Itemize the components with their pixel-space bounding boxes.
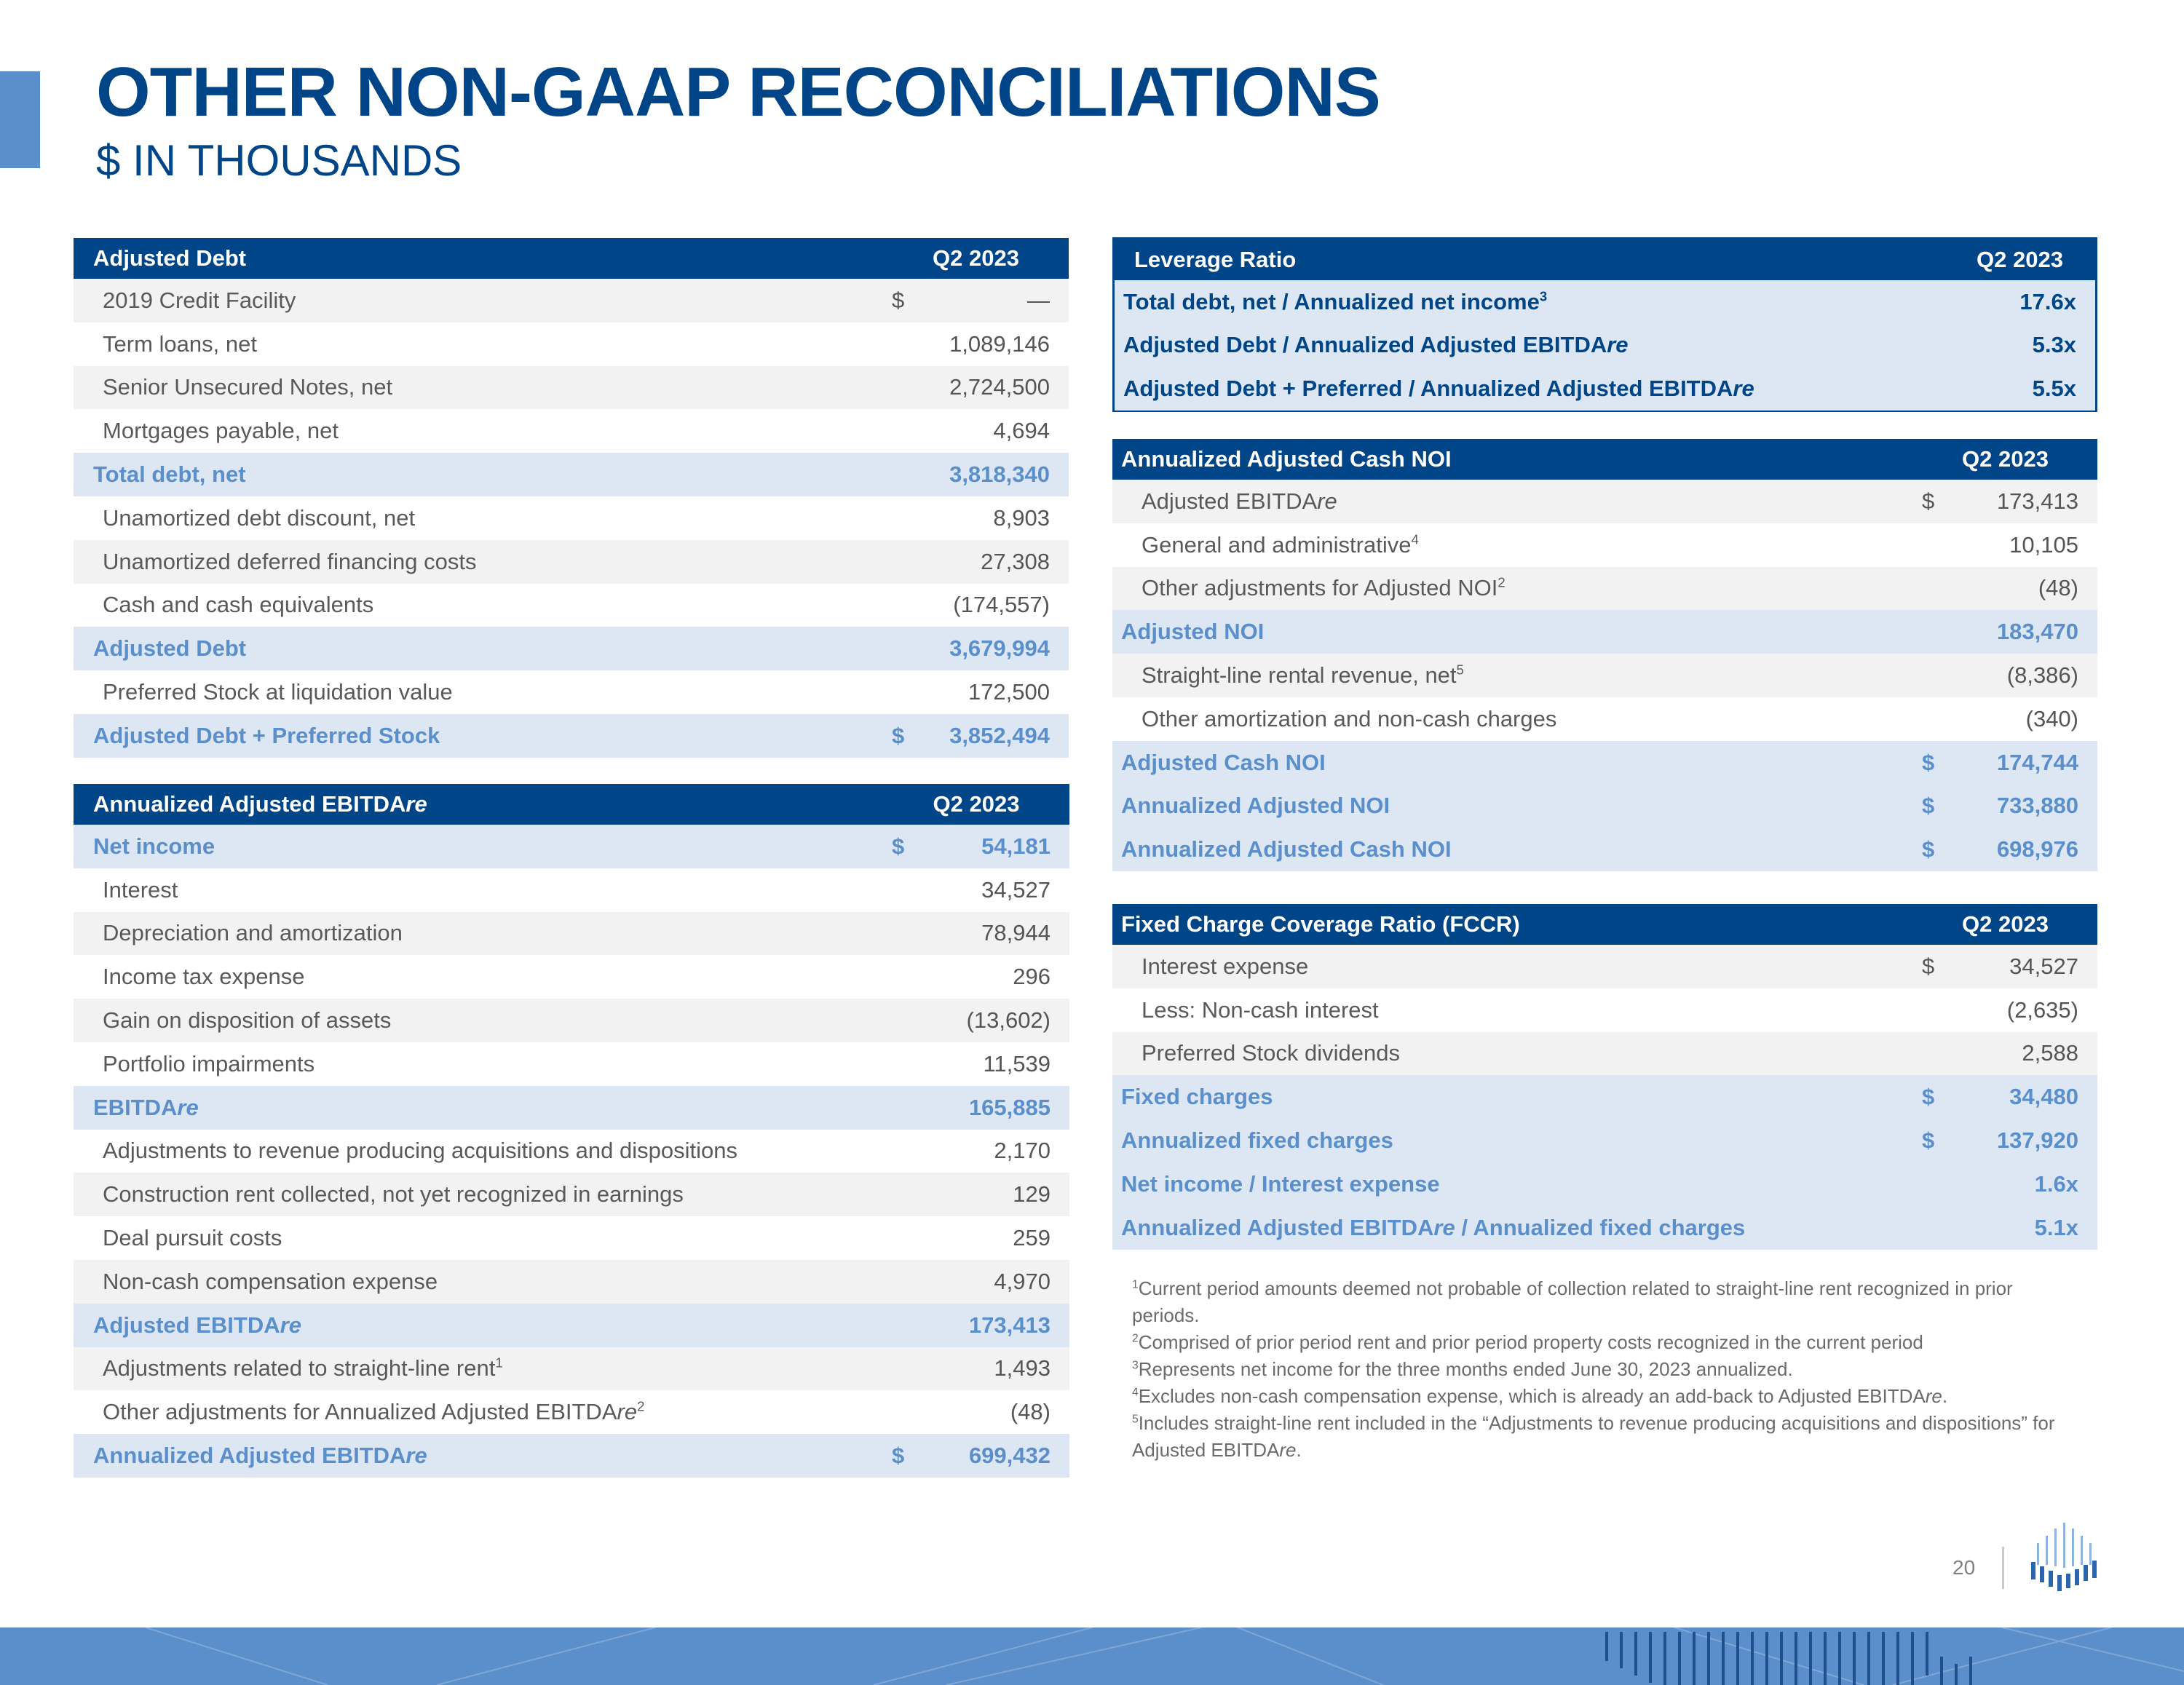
footnote-number: 3 bbox=[1132, 1359, 1139, 1372]
table-heading: Annualized Adjusted Cash NOI bbox=[1112, 439, 1913, 480]
total-row bbox=[1112, 828, 2097, 871]
footnote-text: Excludes non-cash compensation expense, which is already an add-back to Adjusted EBITDA bbox=[1138, 1385, 1926, 1407]
cash-noi-table bbox=[1112, 439, 2097, 871]
row-label bbox=[1115, 324, 1944, 368]
row-label: Adjusted Debt + Preferred Stock bbox=[74, 714, 883, 758]
row-value: (8,386) bbox=[1950, 654, 2097, 697]
currency-symbol bbox=[883, 1086, 916, 1130]
row-value: 3,852,494 bbox=[916, 714, 1069, 758]
total-row bbox=[1112, 785, 2097, 828]
currency-symbol bbox=[883, 1304, 916, 1347]
row-label: Other amortization and non-cash charges bbox=[1112, 697, 1913, 741]
row-label: Unamortized deferred financing costs bbox=[74, 540, 883, 584]
currency-symbol bbox=[1913, 988, 1950, 1032]
label-text: Annualized Adjusted EBITDA bbox=[93, 1443, 406, 1469]
row-label bbox=[74, 1434, 883, 1478]
row-value: 17.6x bbox=[1944, 280, 2095, 324]
company-logo-icon bbox=[2030, 1521, 2111, 1594]
total-row bbox=[74, 453, 1069, 496]
label-text: Total debt, net / Annualized net income bbox=[1123, 288, 1540, 314]
row-label bbox=[1112, 1206, 1913, 1250]
footer-band bbox=[0, 1627, 2184, 1685]
table-row bbox=[74, 366, 1069, 410]
currency-symbol: $ bbox=[1913, 1119, 1950, 1162]
footer-pattern-icon bbox=[0, 1627, 2184, 1685]
table-row bbox=[1112, 480, 2097, 523]
currency-symbol bbox=[883, 1216, 916, 1260]
currency-symbol: $ bbox=[883, 279, 916, 322]
currency-symbol: $ bbox=[1913, 785, 1950, 828]
period-heading: Q2 2023 bbox=[1944, 239, 2095, 280]
footnote bbox=[1132, 1329, 2078, 1356]
heading-italic-suffix: re bbox=[405, 791, 427, 817]
row-value: 8,903 bbox=[916, 496, 1069, 540]
label-text: Adjusted EBITDA bbox=[1142, 488, 1318, 514]
label-text: Adjusted EBITDA bbox=[93, 1312, 280, 1338]
footnote-italic: re bbox=[1279, 1439, 1297, 1461]
row-label bbox=[1112, 654, 1913, 697]
table-row bbox=[1112, 567, 2097, 611]
table-row bbox=[1112, 945, 2097, 988]
currency-symbol bbox=[1913, 1206, 1950, 1250]
total-row bbox=[74, 1304, 1069, 1347]
row-label bbox=[1115, 367, 1944, 411]
row-label bbox=[74, 1304, 883, 1347]
currency-symbol bbox=[883, 999, 916, 1042]
row-label: Adjusted Cash NOI bbox=[1112, 741, 1913, 785]
row-label: Less: Non-cash interest bbox=[1112, 988, 1913, 1032]
footnote-ref: 3 bbox=[1539, 288, 1548, 304]
row-value: 259 bbox=[916, 1216, 1069, 1260]
row-value: 129 bbox=[916, 1173, 1069, 1216]
row-label: Net income bbox=[74, 825, 883, 868]
row-value: (340) bbox=[1950, 697, 2097, 741]
table-row bbox=[74, 540, 1069, 584]
table-row bbox=[1112, 697, 2097, 741]
table-heading bbox=[74, 784, 883, 825]
label-italic-suffix: re bbox=[1733, 375, 1754, 401]
row-label bbox=[74, 1390, 883, 1434]
footnote-text: Includes straight-line rent included in the “Adjustments to revenue producing acquisitions and dispositions” for Adjusted EBITDA bbox=[1132, 1412, 2055, 1461]
total-row bbox=[74, 714, 1069, 758]
row-value: 4,970 bbox=[916, 1260, 1069, 1304]
table-header bbox=[1115, 239, 2095, 280]
row-label: Preferred Stock at liquidation value bbox=[74, 670, 883, 714]
row-label: Unamortized debt discount, net bbox=[74, 496, 883, 540]
table-row bbox=[74, 912, 1069, 956]
label-text: Straight-line rental revenue, net bbox=[1142, 662, 1457, 689]
row-value: 5.3x bbox=[1944, 324, 2095, 368]
footnote-number: 4 bbox=[1132, 1386, 1139, 1399]
footnote-text-after: . bbox=[1296, 1439, 1302, 1461]
fccr-table bbox=[1112, 904, 2097, 1250]
row-label: 2019 Credit Facility bbox=[74, 279, 883, 322]
row-value: 34,527 bbox=[916, 868, 1069, 912]
row-value: 733,880 bbox=[1950, 785, 2097, 828]
total-row bbox=[1112, 1075, 2097, 1119]
leverage-ratio-table bbox=[1115, 239, 2095, 411]
currency-symbol: $ bbox=[1913, 1075, 1950, 1119]
currency-symbol bbox=[883, 1260, 916, 1304]
row-label bbox=[74, 1086, 883, 1130]
row-label: Adjusted Debt bbox=[74, 627, 883, 670]
currency-symbol bbox=[883, 1347, 916, 1391]
table-header bbox=[74, 238, 1069, 279]
table-row bbox=[74, 1173, 1069, 1216]
label-text: Adjusted Debt / Annualized Adjusted EBITDA bbox=[1123, 332, 1607, 358]
row-value: 5.5x bbox=[1944, 367, 2095, 411]
row-value: 1,089,146 bbox=[916, 322, 1069, 366]
row-label: Senior Unsecured Notes, net bbox=[74, 366, 883, 410]
table-row bbox=[1115, 367, 2095, 411]
currency-symbol bbox=[1913, 697, 1950, 741]
table-row bbox=[74, 1347, 1069, 1391]
row-label: Preferred Stock dividends bbox=[1112, 1032, 1913, 1076]
currency-symbol bbox=[883, 1390, 916, 1434]
row-label: Annualized Adjusted Cash NOI bbox=[1112, 828, 1913, 871]
row-value: 3,679,994 bbox=[916, 627, 1069, 670]
row-value: 296 bbox=[916, 955, 1069, 999]
row-value: 11,539 bbox=[916, 1042, 1069, 1086]
currency-symbol bbox=[883, 322, 916, 366]
page-title: OTHER NON-GAAP RECONCILIATIONS bbox=[96, 53, 1380, 131]
row-value: (174,557) bbox=[916, 584, 1069, 627]
table-row bbox=[74, 999, 1069, 1042]
currency-symbol bbox=[883, 540, 916, 584]
row-label: Construction rent collected, not yet recognized in earnings bbox=[74, 1173, 883, 1216]
row-value: 165,885 bbox=[916, 1086, 1069, 1130]
currency-symbol bbox=[1913, 523, 1950, 567]
adjusted-debt-table bbox=[74, 238, 1069, 758]
table-row bbox=[74, 955, 1069, 999]
row-label: Net income / Interest expense bbox=[1112, 1162, 1913, 1206]
row-value: 27,308 bbox=[916, 540, 1069, 584]
page-subtitle: $ IN THOUSANDS bbox=[96, 136, 462, 185]
total-row bbox=[74, 1434, 1069, 1478]
table-row bbox=[1115, 280, 2095, 324]
table-row bbox=[74, 496, 1069, 540]
row-label: Income tax expense bbox=[74, 955, 883, 999]
title-accent-bar bbox=[0, 71, 40, 168]
currency-symbol bbox=[883, 912, 916, 956]
row-value: 2,588 bbox=[1950, 1032, 2097, 1076]
label-text: Annualized Adjusted EBITDA bbox=[1121, 1214, 1434, 1240]
currency-symbol bbox=[883, 1042, 916, 1086]
table-header bbox=[1112, 439, 2097, 480]
total-row bbox=[1112, 741, 2097, 785]
row-label: Interest bbox=[74, 868, 883, 912]
footnote bbox=[1132, 1383, 2078, 1410]
footnote-ref: 2 bbox=[1497, 575, 1506, 591]
footnote-italic: re bbox=[1925, 1385, 1942, 1407]
currency-symbol bbox=[883, 868, 916, 912]
row-value: 10,105 bbox=[1950, 523, 2097, 567]
row-value: 3,818,340 bbox=[916, 453, 1069, 496]
row-label: Interest expense bbox=[1112, 945, 1913, 988]
period-heading: Q2 2023 bbox=[1913, 904, 2097, 945]
currency-symbol bbox=[883, 366, 916, 410]
footnote-ref: 4 bbox=[1411, 531, 1419, 547]
row-label bbox=[1115, 280, 1944, 324]
footnote-ref: 5 bbox=[1456, 662, 1464, 678]
label-italic-suffix: re bbox=[617, 1399, 638, 1425]
row-value: 4,694 bbox=[916, 409, 1069, 453]
table-row bbox=[1112, 1032, 2097, 1076]
label-italic-suffix: re bbox=[405, 1443, 427, 1469]
total-row bbox=[1112, 1119, 2097, 1162]
period-heading: Q2 2023 bbox=[883, 784, 1069, 825]
currency-symbol bbox=[883, 453, 916, 496]
row-value: 2,170 bbox=[916, 1130, 1069, 1173]
row-label bbox=[1112, 523, 1913, 567]
period-heading: Q2 2023 bbox=[883, 238, 1069, 279]
row-label bbox=[1112, 567, 1913, 611]
row-value: 174,744 bbox=[1950, 741, 2097, 785]
row-label: Portfolio impairments bbox=[74, 1042, 883, 1086]
currency-symbol: $ bbox=[883, 825, 916, 868]
currency-symbol: $ bbox=[1913, 945, 1950, 988]
row-label: Mortgages payable, net bbox=[74, 409, 883, 453]
page-number-divider bbox=[2002, 1547, 2004, 1589]
currency-symbol bbox=[1913, 567, 1950, 611]
table-row bbox=[74, 584, 1069, 627]
currency-symbol: $ bbox=[1913, 741, 1950, 785]
label-text: Adjusted Debt + Preferred / Annualized Adjusted EBITDA bbox=[1123, 375, 1733, 401]
label-text: Adjustments related to straight-line rent bbox=[103, 1355, 496, 1381]
row-value: 34,527 bbox=[1950, 945, 2097, 988]
currency-symbol bbox=[883, 955, 916, 999]
table-row bbox=[1112, 523, 2097, 567]
table-row bbox=[74, 409, 1069, 453]
label-italic-suffix: re bbox=[1317, 488, 1337, 514]
currency-symbol bbox=[883, 1130, 916, 1173]
row-value: 698,976 bbox=[1950, 828, 2097, 871]
row-label: Gain on disposition of assets bbox=[74, 999, 883, 1042]
row-value: 183,470 bbox=[1950, 610, 2097, 654]
footnote-text: Current period amounts deemed not probable of collection related to straight-line rent recognized in prior periods. bbox=[1132, 1277, 2013, 1326]
row-label bbox=[74, 1347, 883, 1391]
table-heading: Leverage Ratio bbox=[1115, 239, 1944, 280]
table-heading: Adjusted Debt bbox=[74, 238, 883, 279]
table-heading: Fixed Charge Coverage Ratio (FCCR) bbox=[1112, 904, 1913, 945]
label-text: Other adjustments for Annualized Adjusted EBITDA bbox=[103, 1399, 617, 1425]
row-value: 699,432 bbox=[916, 1434, 1069, 1478]
period-heading: Q2 2023 bbox=[1913, 439, 2097, 480]
footnote-number: 2 bbox=[1132, 1332, 1139, 1345]
footnote-ref: 1 bbox=[495, 1355, 503, 1371]
row-value: 1.6x bbox=[1950, 1162, 2097, 1206]
footnote-text: Represents net income for the three months ended June 30, 2023 annualized. bbox=[1138, 1358, 1793, 1380]
annualized-ebitdare-table bbox=[74, 784, 1069, 1478]
row-label: Non-cash compensation expense bbox=[74, 1260, 883, 1304]
table-row bbox=[74, 1130, 1069, 1173]
total-row bbox=[74, 627, 1069, 670]
footnote-number: 5 bbox=[1132, 1413, 1139, 1426]
row-value: 5.1x bbox=[1950, 1206, 2097, 1250]
label-text: Other adjustments for Adjusted NOI bbox=[1142, 575, 1498, 601]
label-italic-suffix: re bbox=[1433, 1214, 1455, 1240]
row-label: Annualized Adjusted NOI bbox=[1112, 785, 1913, 828]
total-row bbox=[1112, 1162, 2097, 1206]
table-row bbox=[1112, 988, 2097, 1032]
currency-symbol: $ bbox=[883, 1434, 916, 1478]
footnote bbox=[1132, 1410, 2078, 1464]
page-number: 20 bbox=[1952, 1556, 1976, 1579]
currency-symbol bbox=[883, 496, 916, 540]
total-row bbox=[74, 1086, 1069, 1130]
footnote-text-after: . bbox=[1942, 1385, 1948, 1407]
row-value: 2,724,500 bbox=[916, 366, 1069, 410]
row-value: 54,181 bbox=[916, 825, 1069, 868]
currency-symbol: $ bbox=[1913, 480, 1950, 523]
row-value: 78,944 bbox=[916, 912, 1069, 956]
table-row bbox=[1115, 324, 2095, 368]
table-row bbox=[74, 868, 1069, 912]
currency-symbol bbox=[883, 670, 916, 714]
label-text: EBITDA bbox=[93, 1094, 178, 1120]
table-row bbox=[74, 670, 1069, 714]
footnote bbox=[1132, 1275, 2078, 1329]
row-label bbox=[1112, 480, 1913, 523]
label-italic-suffix: re bbox=[280, 1312, 301, 1338]
currency-symbol bbox=[883, 584, 916, 627]
row-label: Adjusted NOI bbox=[1112, 610, 1913, 654]
total-row bbox=[74, 825, 1069, 868]
row-value: (48) bbox=[916, 1390, 1069, 1434]
total-row bbox=[1112, 610, 2097, 654]
table-row bbox=[74, 322, 1069, 366]
table-row bbox=[74, 1390, 1069, 1434]
row-value: 1,493 bbox=[916, 1347, 1069, 1391]
footnote-ref: 2 bbox=[637, 1398, 645, 1414]
currency-symbol bbox=[1913, 1032, 1950, 1076]
currency-symbol bbox=[883, 409, 916, 453]
leverage-ratio-box bbox=[1112, 237, 2097, 412]
row-label: Cash and cash equivalents bbox=[74, 584, 883, 627]
row-value: (48) bbox=[1950, 567, 2097, 611]
footnote-number: 1 bbox=[1132, 1278, 1139, 1291]
footnotes bbox=[1132, 1275, 2078, 1464]
row-value: 34,480 bbox=[1950, 1075, 2097, 1119]
table-row bbox=[1112, 654, 2097, 697]
row-label: Adjustments to revenue producing acquisitions and dispositions bbox=[74, 1130, 883, 1173]
row-label: Term loans, net bbox=[74, 322, 883, 366]
currency-symbol: $ bbox=[883, 714, 916, 758]
row-value: 137,920 bbox=[1950, 1119, 2097, 1162]
row-value: 172,500 bbox=[916, 670, 1069, 714]
currency-symbol: $ bbox=[1913, 828, 1950, 871]
currency-symbol bbox=[1913, 610, 1950, 654]
currency-symbol bbox=[883, 1173, 916, 1216]
table-row bbox=[74, 1042, 1069, 1086]
row-label: Annualized fixed charges bbox=[1112, 1119, 1913, 1162]
row-value: (2,635) bbox=[1950, 988, 2097, 1032]
currency-symbol bbox=[1913, 654, 1950, 697]
table-row bbox=[74, 1260, 1069, 1304]
currency-symbol bbox=[1913, 1162, 1950, 1206]
label-italic-suffix: re bbox=[177, 1094, 199, 1120]
row-value: 173,413 bbox=[916, 1304, 1069, 1347]
row-label: Depreciation and amortization bbox=[74, 912, 883, 956]
total-row bbox=[1112, 1206, 2097, 1250]
row-value: — bbox=[916, 279, 1069, 322]
table-row bbox=[74, 1216, 1069, 1260]
heading-text: Annualized Adjusted EBITDA bbox=[93, 791, 406, 817]
footnote bbox=[1132, 1356, 2078, 1383]
row-value: 173,413 bbox=[1950, 480, 2097, 523]
table-header bbox=[1112, 904, 2097, 945]
label-italic-suffix: re bbox=[1607, 332, 1629, 358]
table-header bbox=[74, 784, 1069, 825]
table-row bbox=[74, 279, 1069, 322]
currency-symbol bbox=[883, 627, 916, 670]
row-value: (13,602) bbox=[916, 999, 1069, 1042]
footnote-text: Comprised of prior period rent and prior period property costs recognized in the current period bbox=[1138, 1331, 1923, 1353]
row-label: Deal pursuit costs bbox=[74, 1216, 883, 1260]
row-label: Total debt, net bbox=[74, 453, 883, 496]
label-text-after: / Annualized fixed charges bbox=[1455, 1214, 1746, 1240]
row-label: Fixed charges bbox=[1112, 1075, 1913, 1119]
label-text: General and administrative bbox=[1142, 531, 1412, 558]
